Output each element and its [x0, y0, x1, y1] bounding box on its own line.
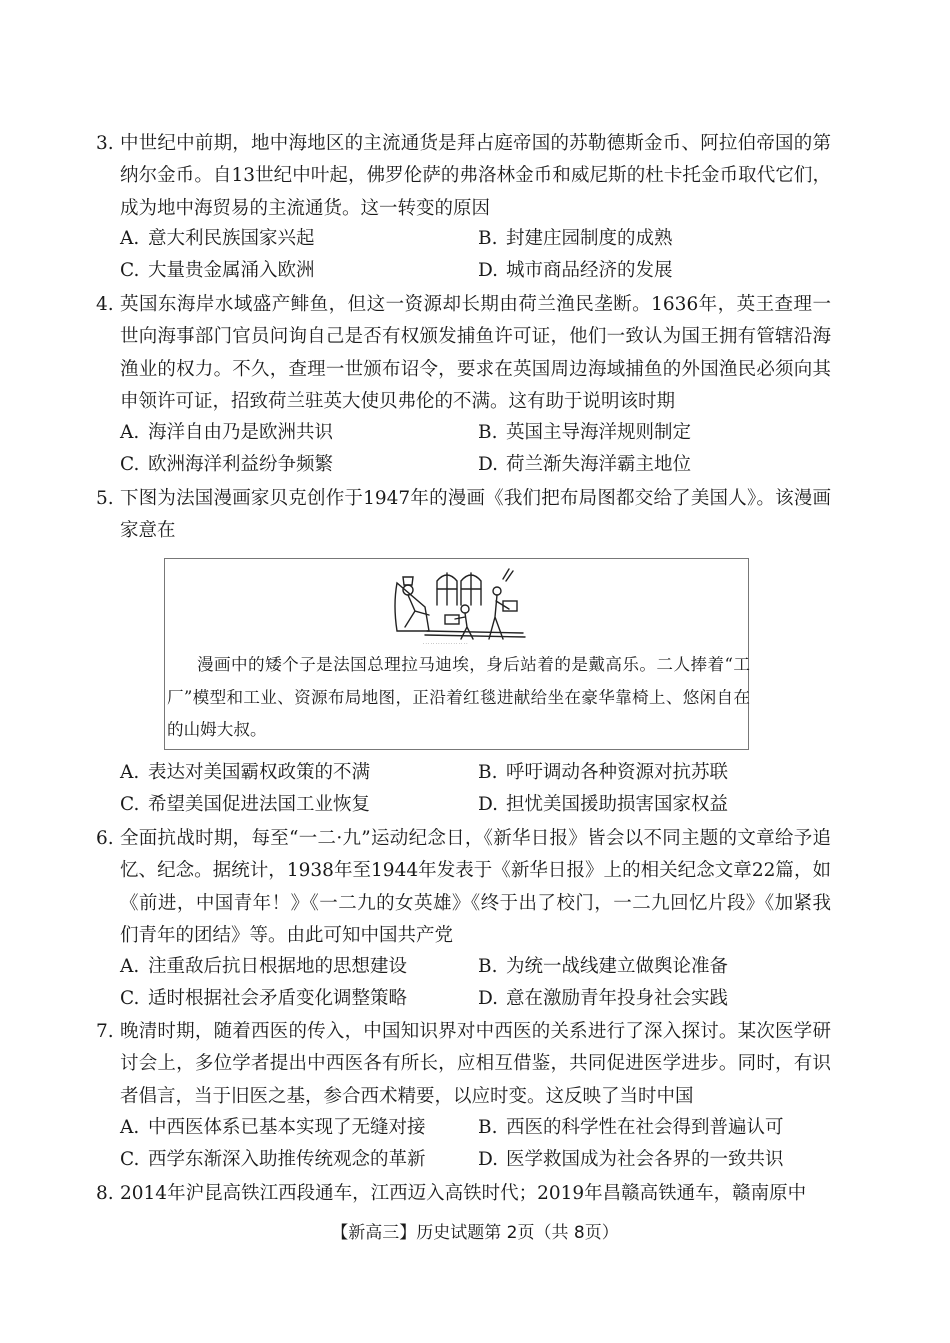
question-stem: 全面抗战时期，每至“一二·九”运动纪念日，《新华日报》皆会以不同主题的文章给予追忆、纪念。据统计，1938年至1944年发表于《新华日报》上的相关纪念文章22篇，如《前进，中国青年！》《一二九的女英雄》《终于出了校门，一二九回忆片段》《加紧我们青年的团结》等。由此可知中国共产党 — [120, 828, 831, 946]
question-3 — [96, 128, 831, 225]
option-d[interactable]: D. 意在激励青年投身社会实践 — [478, 988, 729, 1009]
option-b[interactable]: B. 英国主导海洋规则制定 — [478, 422, 692, 443]
question-8 — [96, 1178, 831, 1210]
question-number: 3. — [96, 133, 114, 154]
option-c[interactable]: C. 西学东渐深入助推传统观念的革新 — [120, 1149, 426, 1170]
option-a[interactable]: A. 表达对美国霸权政策的不满 — [120, 762, 371, 783]
option-c[interactable]: C. 欧洲海洋利益纷争频繁 — [120, 454, 334, 475]
option-c[interactable]: C. 大量贵金属涌入欧洲 — [120, 260, 315, 281]
page-footer: 【新高三】历史试题第 2页（共 8页） — [331, 1223, 619, 1243]
option-d[interactable]: D. 医学救国成为社会各界的一致共识 — [478, 1149, 784, 1170]
question-number: 5. — [96, 488, 114, 509]
question-number: 8. — [96, 1183, 114, 1204]
question-number: 7. — [96, 1021, 114, 1042]
option-a[interactable]: A. 中西医体系已基本实现了无缝对接 — [120, 1117, 426, 1138]
question-5 — [96, 483, 831, 548]
option-c[interactable]: C. 适时根据社会矛盾变化调整策略 — [120, 988, 408, 1009]
question-stem: 英国东海岸水域盛产鲱鱼，但这一资源却长期由荷兰渔民垄断。1636年，英王查理一世向海事部门官员问询自己是否有权颁发捕鱼许可证，他们一致认为国王拥有管辖沿海渔业的权力。不久，查理一世颁布诏令，要求在英国周边海域捕鱼的外国渔民必须向其申领许可证，招致荷兰驻英大使贝弗伦的不满。这有助于说明该时期 — [120, 294, 831, 412]
option-b[interactable]: B. 为统一战线建立做舆论准备 — [478, 956, 729, 977]
option-b[interactable]: B. 封建庄园制度的成熟 — [478, 228, 673, 249]
cartoon-caption-scribble: · · · · · · · · · · · · · · · · · · — [423, 641, 468, 646]
question-stem: 中世纪中前期，地中海地区的主流通货是拜占庭帝国的苏勒德斯金币、阿拉伯帝国的第纳尔金币。自13世纪中叶起，佛罗伦萨的弗洛林金币和威尼斯的杜卡托金币取代它们，成为地中海贸易的主流通货。这一转变的原因 — [120, 133, 831, 219]
option-b[interactable]: B. 西医的科学性在社会得到普遍认可 — [478, 1117, 784, 1138]
cartoon-illustration — [385, 565, 535, 647]
question-4 — [96, 289, 831, 418]
option-a[interactable]: A. 注重敌后抗日根据地的思想建设 — [120, 956, 408, 977]
option-c[interactable]: C. 希望美国促进法国工业恢复 — [120, 794, 371, 815]
option-a[interactable]: A. 意大利民族国家兴起 — [120, 228, 315, 249]
cartoon-figure-box — [164, 558, 749, 750]
question-7 — [96, 1016, 831, 1113]
option-d[interactable]: D. 担忧美国援助损害国家权益 — [478, 794, 729, 815]
question-stem: 晚清时期，随着西医的传入，中国知识界对中西医的关系进行了深入探讨。某次医学研讨会上，多位学者提出中西医各有所长，应相互借鉴，共同促进医学进步。同时，有识者倡言，当于旧医之基，参合西术精要，以应时变。这反映了当时中国 — [120, 1021, 831, 1107]
option-d[interactable]: D. 荷兰渐失海洋霸主地位 — [478, 454, 692, 475]
question-number: 6. — [96, 828, 114, 849]
option-d[interactable]: D. 城市商品经济的发展 — [478, 260, 673, 281]
question-6 — [96, 823, 831, 952]
option-a[interactable]: A. 海洋自由乃是欧洲共识 — [120, 422, 334, 443]
question-stem: 2014年沪昆高铁江西段通车，江西迈入高铁时代；2019年昌赣高铁通车，赣南原中 — [120, 1183, 807, 1204]
option-b[interactable]: B. 呼吁调动各种资源对抗苏联 — [478, 762, 729, 783]
question-stem: 下图为法国漫画家贝克创作于1947年的漫画《我们把布局图都交给了美国人》。该漫画家意在 — [120, 488, 831, 542]
figure-caption: 漫画中的矮个子是法国总理拉马迪埃，身后站着的是戴高乐。二人捧着“工厂”模型和工业、资源布局地图，正沿着红毯进献给坐在豪华靠椅上、悠闲自在的山姆大叔。 — [167, 655, 750, 739]
question-number: 4. — [96, 294, 114, 315]
